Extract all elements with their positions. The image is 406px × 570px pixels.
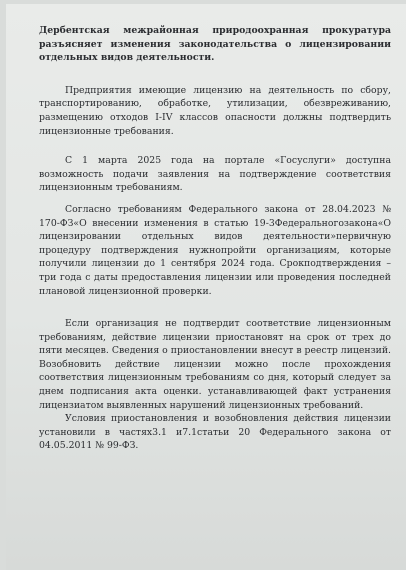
paragraph-4: Если организация не подтвердит соответствие лицензионным требованиям, действие лицензии приостановят на срок от трех до пяти месяцев. Сведения о приостановлении внесут в реестр лицензий. Возобновить действие лицензии можно после прохождения соответствия лицензионным требованиям со дня, который следует за днем подписания акта оценки. устанавливающей факт устранения лицензиатом выявленных нарушений лицензионных требований.: [39, 318, 391, 411]
document-title: Дербентская межрайонная природоохранная прокуратура разъясняет изменения законодательства о лицензировании отдельных видов деятельности.: [39, 25, 391, 64]
paragraph-5: Условия приостановления и возобновления действия лицензии установили в частях3.1 и7.1статьи 20 Федерального закона от 04.05.2011 № 99-ФЗ.: [39, 413, 391, 452]
paragraph-2: С 1 марта 2025 года на портале «Госуслуги» доступна возможность подачи заявления на подтверждение соответствия лицензионным требованиям.: [39, 155, 391, 194]
document-sheet: [6, 4, 406, 570]
document-body: [39, 24, 391, 453]
paragraph-1: Предприятия имеющие лицензию на деятельность по сбору, транспортированию, обработке, утилизации, обезвреживанию, размещению отходов I-IV классов опасности должны подтвердить лицензионные требования.: [39, 84, 391, 137]
paragraph-3: Согласно требованиям Федерального закона от 28.04.2023 № 170-ФЗ«О внесении изменения в статью 19-3Федеральногозакона«О лицензировании отдельных видов деятельности»первичную процедуру подтверждения нужнопройти организациям, которые получили лицензии до 1 сентября 2024 года. Срокподтверждения –три года с даты предоставления лицензии или проведения последней плановой лицензионной проверки.: [39, 203, 391, 297]
